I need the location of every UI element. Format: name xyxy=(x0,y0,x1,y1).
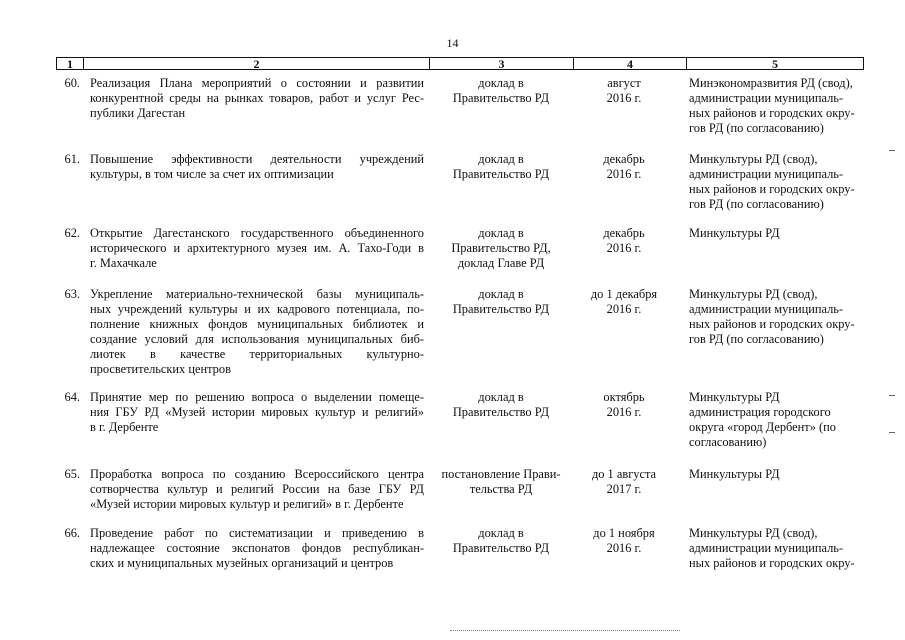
responsible-executor-line: Минэкономразвития РД (свод), xyxy=(689,76,853,90)
measure-name-line: Принятие мер по решению вопроса о выделении помеще- xyxy=(90,390,424,404)
deadline-cell xyxy=(574,152,674,182)
measure-name-line: культуры, в том числе за счет их оптимизации xyxy=(90,167,334,181)
deadline-line: до 1 ноября xyxy=(593,526,655,540)
measure-name-line: публики Дагестан xyxy=(90,106,186,120)
measure-name-line: конкурентной среды на рынках товаров, работ и услуг Рес- xyxy=(90,91,424,105)
table-header xyxy=(56,57,864,70)
completion-form-line: Правительство РД xyxy=(452,302,550,316)
measure-name-cell xyxy=(90,287,424,377)
responsible-executor-line: администрации муниципаль- xyxy=(689,302,844,316)
responsible-executor-line: Минкультуры РД xyxy=(689,390,780,404)
measure-name-line: исторического и архитектурного музея им. А. Тахо-Годи в xyxy=(90,241,424,255)
responsible-executor-line: администрации муниципаль- xyxy=(689,541,844,555)
row-number: 64. xyxy=(64,390,80,404)
responsible-executor-cell xyxy=(689,226,869,241)
column-header-2: 2 xyxy=(253,57,260,71)
deadline-cell xyxy=(574,287,674,317)
responsible-executor-line: Минкультуры РД xyxy=(689,467,780,481)
responsible-executor-cell xyxy=(689,390,869,450)
measure-name-line: сотворчества культур и религий России на базе ГБУ РД xyxy=(90,482,424,496)
completion-form-cell xyxy=(430,526,572,556)
measure-name-cell xyxy=(90,467,424,512)
measure-name-line: ных учреждений культуры и их кадрового потенциала, по- xyxy=(90,302,424,316)
completion-form-line: доклад в xyxy=(478,76,524,90)
completion-form-cell xyxy=(430,287,572,317)
deadline-cell xyxy=(574,390,674,420)
completion-form-line: Правительство РД xyxy=(452,541,550,555)
responsible-executor-line: администрации муниципаль- xyxy=(689,167,844,181)
completion-form-cell xyxy=(430,467,572,497)
row-number: 61. xyxy=(64,152,80,166)
completion-form-line: Правительство РД xyxy=(452,167,550,181)
responsible-executor-line: Минкультуры РД xyxy=(689,226,780,240)
measure-name-cell xyxy=(90,152,424,182)
measure-name-line: Укрепление материально-технической базы муниципаль- xyxy=(90,287,424,301)
responsible-executor-line: гов РД (по согласованию) xyxy=(689,121,824,135)
deadline-line: декабрь xyxy=(603,152,645,166)
row-number: 65. xyxy=(64,467,80,481)
completion-form-cell xyxy=(430,76,572,106)
completion-form-line: доклад Главе РД xyxy=(457,256,545,270)
responsible-executor-line: администрации муниципаль- xyxy=(689,91,844,105)
measure-name-line: Проведение работ по систематизации и приведению в xyxy=(90,526,424,540)
measure-name-line: ния ГБУ РД «Музей истории мировых культур и религий» xyxy=(90,405,424,419)
deadline-line: октябрь xyxy=(603,390,645,404)
measure-name-cell xyxy=(90,526,424,571)
measure-name-line: полнение книжных фондов муниципальных библиотек и xyxy=(90,317,424,331)
responsible-executor-line: Минкультуры РД (свод), xyxy=(689,526,818,540)
completion-form-line: постановление Прави- xyxy=(441,467,561,481)
completion-form-cell xyxy=(430,226,572,271)
deadline-line: 2016 г. xyxy=(606,91,642,105)
measure-name-line: г. Махачкале xyxy=(90,256,157,270)
page-number: 14 xyxy=(446,36,459,50)
measure-name-line: Реализация Плана мероприятий о состоянии и развитии xyxy=(90,76,424,90)
column-header-3: 3 xyxy=(498,57,505,71)
column-header-5: 5 xyxy=(772,57,778,71)
responsible-executor-line: гов РД (по согласованию) xyxy=(689,197,824,211)
responsible-executor-line: округа «город Дербент» (по xyxy=(689,420,836,434)
measure-name-line: в г. Дербенте xyxy=(90,420,159,434)
completion-form-line: доклад в xyxy=(478,287,524,301)
deadline-line: август xyxy=(607,76,641,90)
measure-name-cell xyxy=(90,76,424,121)
column-header-1: 1 xyxy=(67,57,73,71)
deadline-line: 2017 г. xyxy=(606,482,642,496)
responsible-executor-cell xyxy=(689,526,869,571)
measure-name-line: ских и муниципальных музейных организаций и центров xyxy=(90,556,394,570)
measure-name-line: просветительских центров xyxy=(90,362,231,376)
deadline-line: 2016 г. xyxy=(606,541,642,555)
deadline-cell xyxy=(574,526,674,556)
measure-name-line: «Музей истории мировых культур и религий» в г. Дербенте xyxy=(90,497,404,511)
deadline-line: до 1 декабря xyxy=(590,287,658,301)
responsible-executor-cell xyxy=(689,287,869,347)
measure-name-cell xyxy=(90,226,424,271)
completion-form-cell xyxy=(430,152,572,182)
responsible-executor-line: согласованию) xyxy=(689,435,767,449)
responsible-executor-line: ных районов и городских окру- xyxy=(689,182,855,196)
completion-form-line: тельства РД xyxy=(469,482,533,496)
row-number: 62. xyxy=(64,226,80,240)
deadline-cell xyxy=(574,226,674,256)
measure-name-line: создание условий для использования муниципальных биб- xyxy=(90,332,424,346)
responsible-executor-line: Минкультуры РД (свод), xyxy=(689,152,818,166)
measure-name-line: надлежащее состояние экспонатов фондов республикан- xyxy=(90,541,424,555)
scan-artifact xyxy=(889,395,895,396)
scan-artifact xyxy=(889,150,895,151)
responsible-executor-line: ных районов и городских окру- xyxy=(689,317,855,331)
deadline-cell xyxy=(574,76,674,106)
measure-name-line: Повышение эффективности деятельности учреждений xyxy=(90,152,424,166)
responsible-executor-cell xyxy=(689,467,869,482)
deadline-line: 2016 г. xyxy=(606,167,642,181)
responsible-executor-line: гов РД (по согласованию) xyxy=(689,332,824,346)
measure-name-line: Открытие Дагестанского государственного объединенного xyxy=(90,226,424,240)
deadline-line: декабрь xyxy=(603,226,645,240)
completion-form-line: доклад в xyxy=(478,152,524,166)
scan-artifact xyxy=(450,630,680,632)
responsible-executor-line: ных районов и городских окру- xyxy=(689,106,855,120)
completion-form-line: Правительство РД xyxy=(452,91,550,105)
row-number: 66. xyxy=(64,526,80,540)
responsible-executor-cell xyxy=(689,76,869,136)
responsible-executor-line: ных районов и городских окру- xyxy=(689,556,855,570)
completion-form-line: Правительство РД xyxy=(452,405,550,419)
measure-name-cell xyxy=(90,390,424,435)
deadline-line: 2016 г. xyxy=(606,302,642,316)
scan-artifact xyxy=(889,432,895,433)
completion-form-line: Правительство РД, xyxy=(451,241,551,255)
completion-form-line: доклад в xyxy=(478,390,524,404)
completion-form-cell xyxy=(430,390,572,420)
deadline-cell xyxy=(574,467,674,497)
measure-name-line: лиотек в качестве территориальных культурно- xyxy=(90,347,424,361)
deadline-line: 2016 г. xyxy=(606,405,642,419)
responsible-executor-line: администрация городского xyxy=(689,405,831,419)
responsible-executor-cell xyxy=(689,152,869,212)
completion-form-line: доклад в xyxy=(478,226,524,240)
deadline-line: 2016 г. xyxy=(606,241,642,255)
completion-form-line: доклад в xyxy=(478,526,524,540)
measure-name-line: Проработка вопроса по созданию Всероссийского центра xyxy=(90,467,424,481)
deadline-line: до 1 августа xyxy=(591,467,657,481)
responsible-executor-line: Минкультуры РД (свод), xyxy=(689,287,818,301)
row-number: 60. xyxy=(64,76,80,90)
row-number: 63. xyxy=(64,287,80,301)
column-header-4: 4 xyxy=(627,57,633,71)
